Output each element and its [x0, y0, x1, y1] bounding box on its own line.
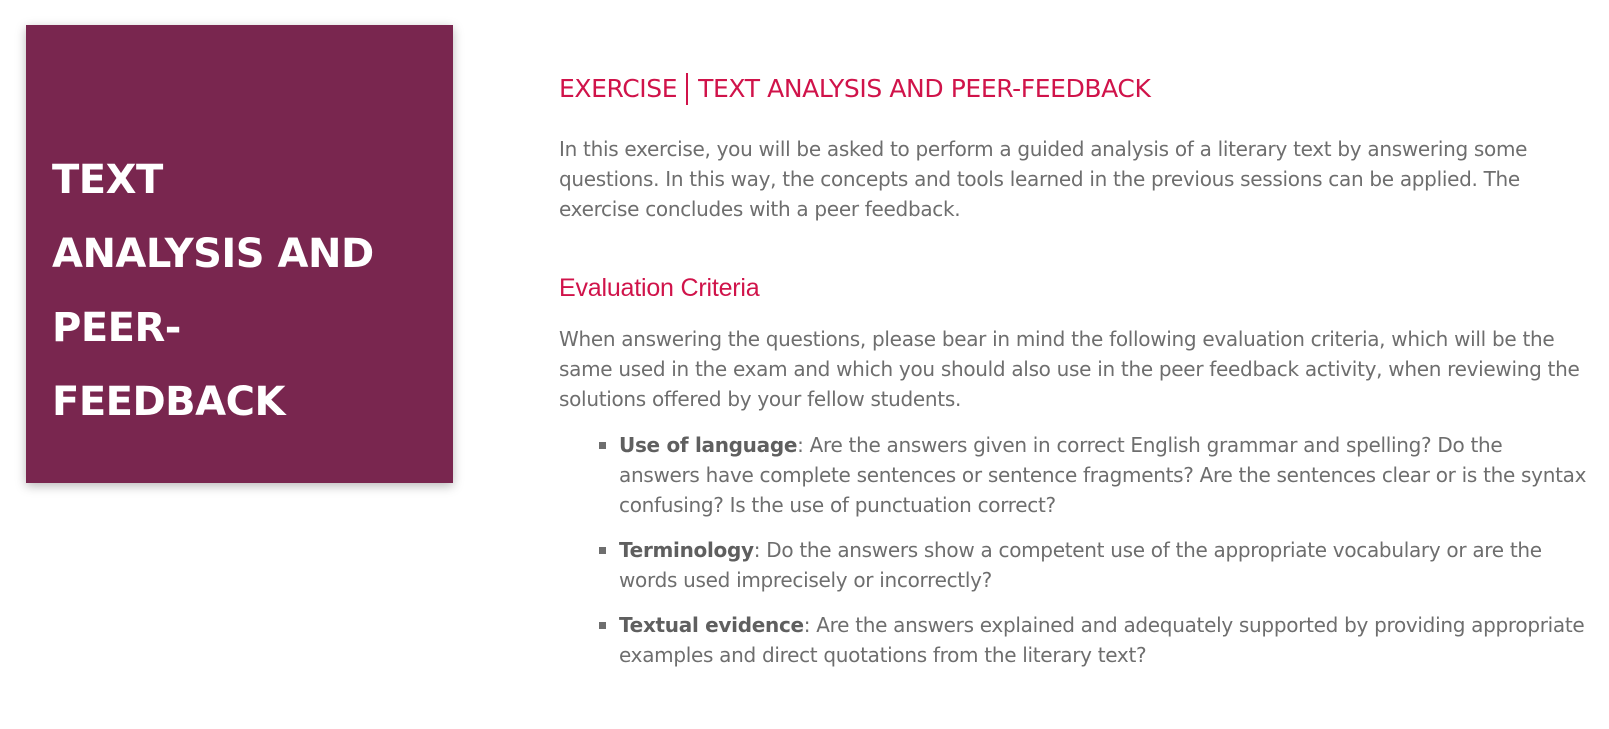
- criteria-term: Textual evidence: [619, 613, 804, 637]
- title-separator: [686, 73, 688, 105]
- criteria-term: Use of language: [619, 433, 798, 457]
- exercise-title: [559, 64, 1589, 114]
- evaluation-criteria-intro: When answering the questions, please bear in mind the following evaluation criteria, which will be the same used in the exam and which you should also use in the peer feedback activity, when reviewing the solutions offered by your fellow students.: [559, 327, 1580, 411]
- evaluation-criteria-heading: Evaluation Criteria: [559, 274, 760, 302]
- criteria-description: : Do the answers show a competent use of the appropriate vocabulary or are the words used imprecisely or incorrectly?: [619, 538, 1542, 592]
- exercise-label: EXERCISE: [559, 74, 678, 103]
- exercise-title-text: TEXT ANALYSIS AND PEER-FEEDBACK: [698, 74, 1151, 103]
- criteria-description: : Are the answers given in correct English grammar and spelling? Do the answers have complete sentences or sentence fragments? Are the sentences clear or is the syntax confusing? Is the use of punctuation correct?: [619, 433, 1587, 517]
- criteria-item-terminology: [599, 535, 1589, 595]
- square-bullet-icon: [599, 622, 606, 629]
- title-card-heading: TEXT ANALYSIS AND PEER-FEEDBACK: [52, 157, 374, 425]
- square-bullet-icon: [599, 547, 606, 554]
- criteria-term: Terminology: [619, 538, 754, 562]
- main-content: [559, 64, 1589, 685]
- square-bullet-icon: [599, 442, 606, 449]
- criteria-description: : Are the answers explained and adequately supported by providing appropriate examples and direct quotations from the literary text?: [619, 613, 1585, 667]
- criteria-item-use-of-language: [599, 430, 1589, 520]
- exercise-intro: In this exercise, you will be asked to perform a guided analysis of a literary text by answering some questions. In this way, the concepts and tools learned in the previous sessions can be applied. The exercise concludes with a peer feedback.: [559, 137, 1528, 221]
- criteria-item-textual-evidence: [599, 610, 1589, 670]
- title-card: [26, 25, 453, 483]
- criteria-list: [559, 430, 1589, 670]
